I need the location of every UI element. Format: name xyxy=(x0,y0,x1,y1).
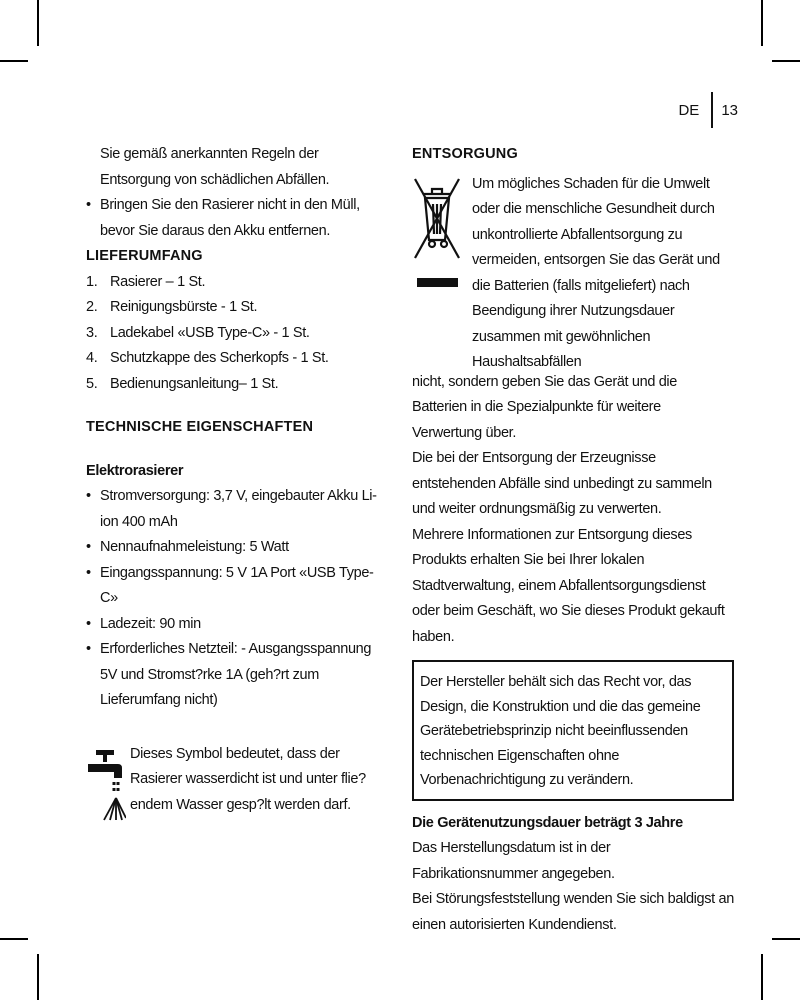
list-item: • Nennaufnahmeleistung: 5 Watt xyxy=(86,535,386,561)
list-item: 4. Schutzkappe des Scherkopfs - 1 St. xyxy=(86,350,329,366)
crop-mark xyxy=(772,938,800,940)
header-divider xyxy=(711,92,713,128)
list-item: 2. Reinigungsbürste - 1 St. xyxy=(86,299,258,315)
crop-mark xyxy=(37,954,39,1000)
page-header xyxy=(678,92,738,128)
list-item: • Ladezeit: 90 min xyxy=(86,612,386,638)
list-item: 1. Rasierer – 1 St. xyxy=(86,273,206,290)
disposal-paragraph-rest: nicht, sondern geben Sie das Gerät und die Batterien in die Spezialpunkte für weitere Verwertung über. xyxy=(412,373,678,441)
right-column xyxy=(412,142,734,938)
disposal-paragraph-wrap: Um mögliches Schaden für die Umwelt oder die menschliche Gesundheit durch unkontrollierte Abfallentsorgung zu vermeiden, entsorgen Sie das Gerät und die Batterien (falls mitgeliefert) nach Beendigung ihrer Nutzungsdauer zusammen mit gewöhnlichen Haushaltsabfällen xyxy=(472,175,720,370)
scope-list xyxy=(86,270,386,398)
crop-mark xyxy=(0,60,28,62)
waterproof-text: Dieses Symbol bedeutet, dass der Rasierer wasserdicht ist und unter flie?endem Wasser gesp?lt werden darf. xyxy=(130,745,366,813)
tech-heading: TECHNISCHE EIGENSCHAFTEN xyxy=(86,419,314,435)
crop-mark xyxy=(0,938,28,940)
manufacturer-notice-box xyxy=(412,660,734,801)
list-item: • Stromversorgung: 3,7 V, eingebauter Akku Li-ion 400 mAh xyxy=(86,484,386,535)
crop-mark xyxy=(772,60,800,62)
spec-list xyxy=(86,484,386,714)
crop-mark xyxy=(761,0,763,46)
waterproof-note xyxy=(86,742,386,824)
disposal-heading: ENTSORGUNG xyxy=(412,146,518,162)
scope-heading: LIEFERUMFANG xyxy=(86,248,203,264)
left-column xyxy=(86,142,386,824)
crop-mark xyxy=(37,0,39,46)
tech-subheading: Elektrorasierer xyxy=(86,462,184,479)
bullet-battery-removal: • Bringen Sie den Rasierer nicht in den Müll, bevor Sie daraus den Akku entfernen. xyxy=(86,193,386,244)
disposal-paragraph-2: Die bei der Entsorgung der Erzeugnisse entstehenden Abfälle sind unbedingt zu sammeln und weiter ordnungsmäßig zu verwerten. xyxy=(412,450,712,517)
crossed-out-bin-icon xyxy=(412,176,462,294)
crop-mark xyxy=(761,954,763,1000)
lifetime-heading: Die Gerätenutzungsdauer beträgt 3 Jahre xyxy=(412,814,683,831)
service-note-text: Bei Störungsfeststellung wenden Sie sich baldigst an einen autorisierten Kundendienst. xyxy=(412,891,734,933)
list-item: • Erforderliches Netzteil: - Ausgangsspannung 5V und Stromst?rke 1A (geh?rt zum Lieferumfang nicht) xyxy=(86,637,386,714)
manufacture-date-text: Das Herstellungsdatum ist in der Fabrikationsnummer angegeben. xyxy=(412,840,615,882)
disposal-intro xyxy=(412,172,734,376)
manufacturer-notice-text: Der Hersteller behält sich das Recht vor, das Design, die Konstruktion und die das gemeine Gerätebetriebsprinzip nicht beeinflussenden technischen Eigenschaften ohne Vorbenachrichtigung zu verändern. xyxy=(420,674,701,788)
list-item: 5. Bedienungsanleitung– 1 St. xyxy=(86,375,279,392)
list-item: • Eingangsspannung: 5 V 1A Port «USB Type-C» xyxy=(86,561,386,612)
water-tap-icon xyxy=(86,748,126,824)
language-code: DE xyxy=(678,101,700,119)
continuation-text: Sie gemäß anerkannten Regeln der Entsorgung von schädlichen Abfällen. xyxy=(100,146,330,188)
disposal-paragraph-3: Mehrere Informationen zur Entsorgung dieses Produkts erhalten Sie bei Ihrer lokalen Stadtverwaltung, einem Abfallentsorgungsdienst oder beim Geschäft, wo Sie dieses Produkt gekauft haben. xyxy=(412,526,725,645)
list-item: 3. Ladekabel «USB Type-C» - 1 St. xyxy=(86,324,310,341)
page-number: 13 xyxy=(721,101,738,119)
